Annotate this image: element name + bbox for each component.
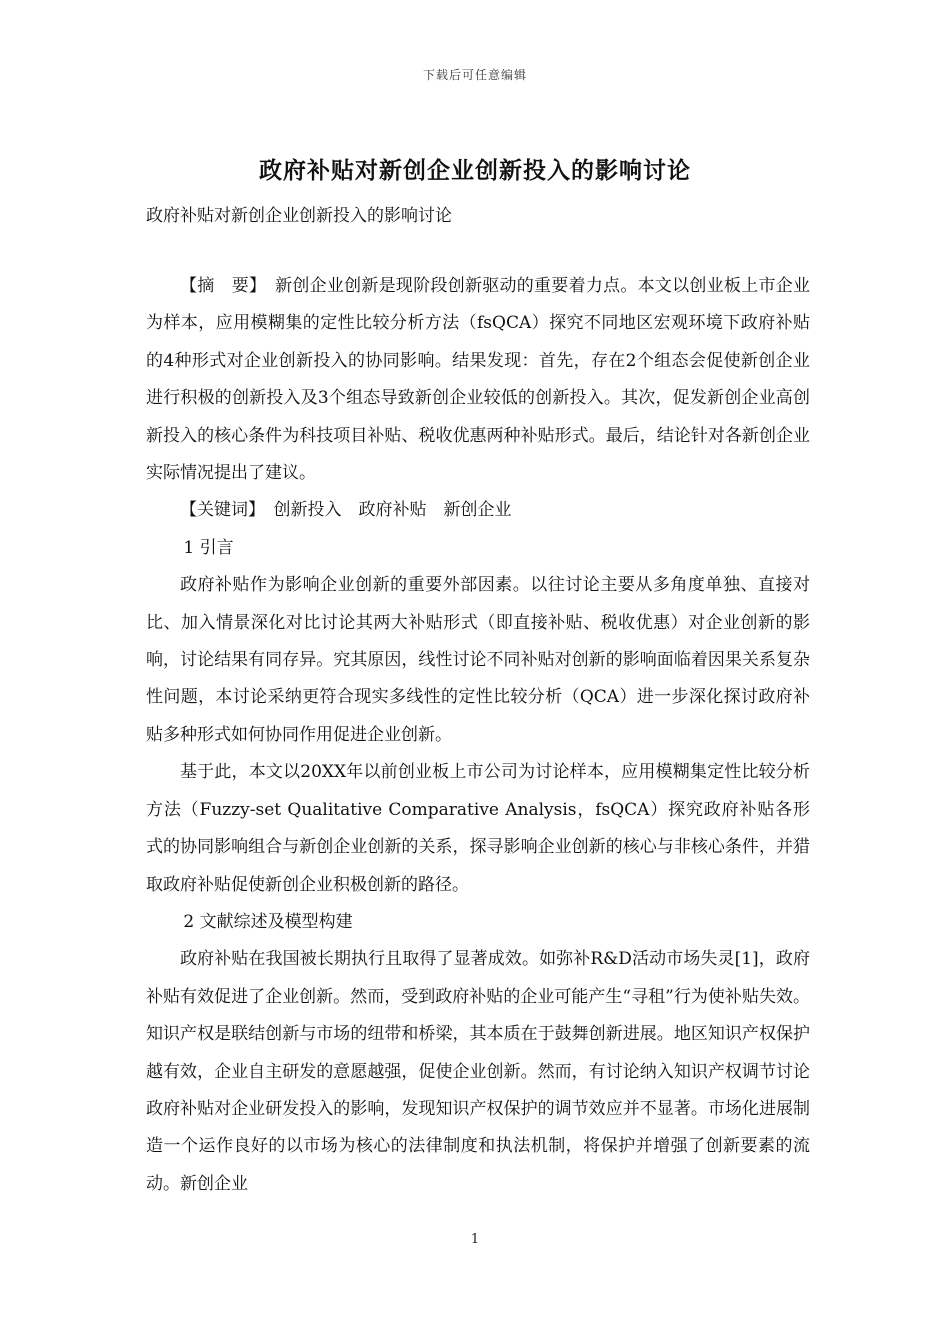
introduction-paragraph-2: 基于此，本文以20XX年以前创业板上市公司为讨论样本，应用模糊集定性比较分析方法（Fuzzy-set Qualitative Comparative Analysis，fsQCA）探究政府补贴各形式的协同影响组合与新创企业创新的关系，探寻影响企业创新的核心与非核心条件，并猎取政府补贴促使新创企业积极创新的路径。 — [146, 762, 810, 895]
document-subtitle: 政府补贴对新创企业创新投入的影响讨论 — [146, 206, 452, 226]
keywords-paragraph: 【关键词】 创新投入 政府补贴 新创企业 — [180, 500, 512, 521]
header-note: 下载后可任意编辑 — [422, 68, 527, 82]
document-body — [146, 268, 810, 1203]
page-number: 1 — [470, 1232, 480, 1247]
section-heading-literature-review: 2 文献综述及模型构建 — [183, 911, 353, 932]
introduction-paragraph-1: 政府补贴作为影响企业创新的重要外部因素。以往讨论主要从多角度单独、直接对比、加入情景深化对比讨论其两大补贴形式（即直接补贴、税收优惠）对企业创新的影响，讨论结果有同存异。究其原因，线性讨论不同补贴对创新的影响面临着因果关系复杂性问题，本讨论采纳更符合现实多线性的定性比较分析（QCA）进一步深化探讨政府补贴多种形式如何协同作用促进企业创新。 — [146, 575, 810, 745]
section-heading-introduction: 1 引言 — [183, 537, 234, 558]
abstract-paragraph: 【摘 要】 新创企业创新是现阶段创新驱动的重要着力点。本文以创业板上市企业为样本，应用模糊集的定性比较分析方法（fsQCA）探究不同地区宏观环境下政府补贴的4种形式对企业创新投入的协同影响。结果发现：首先，存在2个组态会促使新创企业进行积极的创新投入及3个组态导致新创企业较低的创新投入。其次，促发新创企业高创新投入的核心条件为科技项目补贴、税收优惠两种补贴形式。最后，结论针对各新创企业实际情况提出了建议。 — [146, 276, 810, 484]
literature-review-paragraph-1: 政府补贴在我国被长期执行且取得了显著成效。如弥补R&D活动市场失灵[1]，政府补贴有效促进了企业创新。然而，受到政府补贴的企业可能产生“寻租”行为使补贴失效。知识产权是联结创新与市场的纽带和桥梁，其本质在于鼓舞创新进展。地区知识产权保护越有效，企业自主研发的意愿越强，促使企业创新。然而，有讨论纳入知识产权调节讨论政府补贴对企业研发投入的影响，发现知识产权保护的调节效应并不显著。市场化进展制造一个运作良好的以市场为核心的法律制度和执法机制，将保护并增强了创新要素的流动。新创企业 — [146, 949, 810, 1194]
document-title: 政府补贴对新创企业创新投入的影响讨论 — [259, 157, 691, 184]
